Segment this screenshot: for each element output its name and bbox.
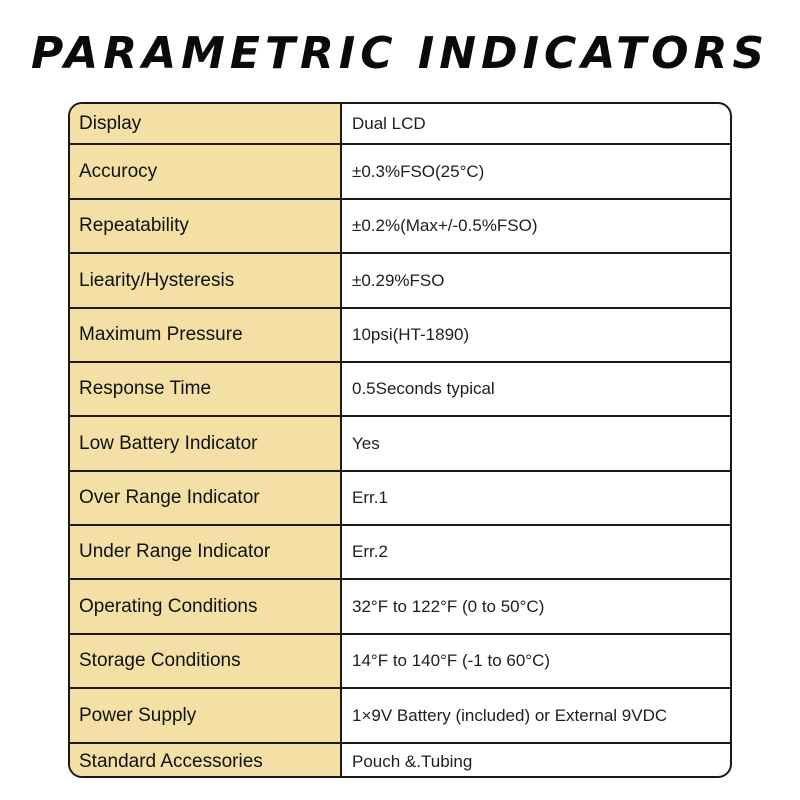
spec-value: 14°F to 140°F (-1 to 60°C)	[352, 651, 551, 670]
spec-label: Repeatability	[70, 200, 342, 252]
spec-label: Standard Accessories	[70, 744, 342, 778]
spec-row-over-range	[70, 472, 730, 526]
spec-row-power-supply	[70, 689, 730, 744]
spec-value: ±0.29%FSO	[352, 270, 445, 290]
spec-label: Operating Conditions	[70, 580, 342, 633]
spec-value: Pouch &.Tubing	[352, 752, 473, 771]
spec-row-accessories	[70, 744, 730, 778]
spec-label: Low Battery Indicator	[70, 417, 342, 470]
spec-value: ±0.2%(Max+/-0.5%FSO)	[352, 216, 538, 235]
spec-label: Storage Conditions	[70, 635, 342, 687]
spec-label: Accurocy	[70, 145, 342, 198]
spec-row-repeatability	[70, 200, 730, 254]
spec-value: Yes	[352, 433, 380, 453]
spec-label: Response Time	[70, 363, 342, 415]
spec-row-max-pressure	[70, 309, 730, 363]
spec-row-low-battery	[70, 417, 730, 472]
spec-row-storage-conditions	[70, 635, 730, 689]
spec-value: 1×9V Battery (included) or External 9VDC	[352, 705, 668, 725]
spec-value: Err.2	[352, 542, 388, 561]
spec-row-display	[70, 104, 730, 145]
spec-label: Liearity/Hysteresis	[70, 254, 342, 307]
spec-value: Dual LCD	[352, 113, 426, 133]
spec-value: 0.5Seconds typical	[352, 379, 495, 398]
spec-row-accuracy	[70, 145, 730, 200]
page-title: PARAMETRIC INDICATORS	[30, 28, 770, 79]
spec-label: Under Range Indicator	[70, 526, 342, 578]
spec-value: Err.1	[352, 488, 388, 507]
spec-label: Maximum Pressure	[70, 309, 342, 361]
spec-row-linearity	[70, 254, 730, 309]
spec-value: ±0.3%FSO(25°C)	[352, 161, 485, 181]
spec-row-response-time	[70, 363, 730, 417]
spec-label: Power Supply	[70, 689, 342, 742]
spec-label: Over Range Indicator	[70, 472, 342, 524]
spec-label: Display	[70, 104, 342, 143]
spec-table	[68, 102, 732, 778]
spec-row-under-range	[70, 526, 730, 580]
spec-value: 32°F to 122°F (0 to 50°C)	[352, 596, 545, 616]
spec-value: 10psi(HT-1890)	[352, 325, 470, 344]
spec-row-operating-conditions	[70, 580, 730, 635]
